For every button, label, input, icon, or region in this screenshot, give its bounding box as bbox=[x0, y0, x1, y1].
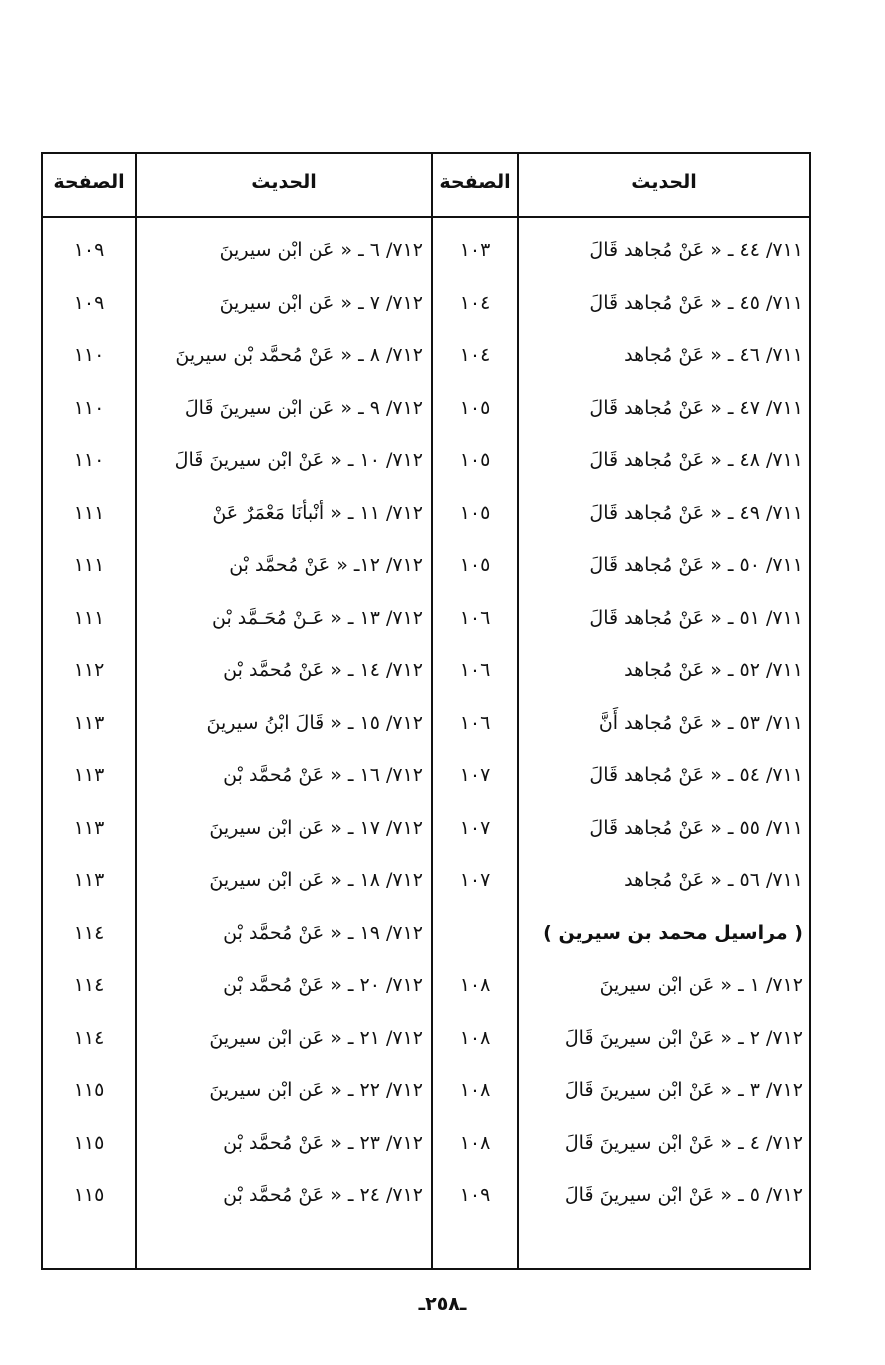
page-number-right bbox=[433, 907, 517, 959]
hadith-entry-right: ٧١٢/ ٥ ـ « عَنْ ابْن سيرينَ قَالَ bbox=[564, 1184, 803, 1206]
page-number-right: ١٠٥ bbox=[459, 449, 491, 471]
page-number-left: ١٠٩ bbox=[73, 291, 105, 314]
page-number-right: ١٠٨ bbox=[459, 1079, 491, 1101]
header-divider bbox=[43, 216, 809, 218]
table-row bbox=[43, 592, 809, 644]
hadith-entry-right: ٧١٢/ ٤ ـ « عَنْ ابْن سيرينَ قَالَ bbox=[564, 1131, 803, 1154]
page-number-right: ١٠٧ bbox=[459, 764, 491, 786]
page-number-left: ١١٤ bbox=[73, 921, 105, 944]
hadith-entry-right: ٧١١/ ٤٥ ـ « عَنْ مُجاهد قَالَ bbox=[589, 291, 803, 314]
page-number-right: ١٠٦ bbox=[459, 606, 491, 629]
hadith-entry-right: ٧١١/ ٥٣ ـ « عَنْ مُجاهد أَنَّ bbox=[598, 711, 803, 734]
table-row bbox=[43, 1117, 809, 1169]
hadith-entry-left: ٧١٢/ ١٢ـ « عَنْ مُحمَّد بْن bbox=[229, 554, 423, 576]
page-number-left: ١١٠ bbox=[73, 344, 105, 366]
hadith-entry-right: ٧١١/ ٥٥ ـ « عَنْ مُجاهد قَالَ bbox=[589, 816, 803, 839]
page-number-right: ١٠٨ bbox=[459, 974, 491, 996]
hadith-entry-left: ٧١٢/ ١٤ ـ « عَنْ مُحمَّد بْن bbox=[223, 659, 423, 681]
hadith-entry-left: ٧١٢/ ٢٢ ـ « عَن ابْن سيرينَ bbox=[209, 1079, 423, 1101]
hadith-entry-right: ٧١١/ ٤٨ ـ « عَنْ مُجاهد قَالَ bbox=[589, 449, 803, 471]
table-row bbox=[43, 697, 809, 749]
hadith-entry-right: ٧١١/ ٥٤ ـ « عَنْ مُجاهد قَالَ bbox=[589, 764, 803, 786]
hadith-entry-right: ٧١٢/ ١ ـ « عَن ابْن سيرينَ bbox=[599, 974, 803, 996]
hadith-entry-left: ٧١٢/ ١٥ ـ « قَالَ ابْنُ سيرينَ bbox=[206, 711, 423, 734]
hadith-entry-left: ٧١٢/ ٢٣ ـ « عَنْ مُحمَّد بْن bbox=[223, 1131, 423, 1154]
hadith-entry-right: ٧١١/ ٤٧ ـ « عَنْ مُجاهد قَالَ bbox=[589, 396, 803, 419]
hadith-entry-left: ٧١٢/ ٩ ـ « عَن ابْن سيرينَ قَالَ bbox=[184, 396, 423, 419]
page-number-right: ١٠٥ bbox=[459, 396, 491, 419]
page-number-right: ١٠٩ bbox=[459, 1184, 491, 1206]
hadith-entry-right: ٧١١/ ٥٦ ـ « عَنْ مُجاهد bbox=[624, 869, 803, 891]
hadith-entry-left: ٧١٢/ ١٠ ـ « عَنْ ابْن سيرينَ قَالَ bbox=[174, 449, 423, 471]
page-number-left: ١١١ bbox=[73, 606, 105, 629]
page-number-left: ١١٣ bbox=[73, 764, 105, 786]
page-number-right: ١٠٦ bbox=[459, 659, 491, 681]
page-number-right: ١٠٥ bbox=[459, 554, 491, 576]
page-number-left: ١١١ bbox=[73, 554, 105, 576]
hadith-entry-right: ٧١١/ ٤٩ ـ « عَنْ مُجاهد قَالَ bbox=[589, 501, 803, 524]
page-number-left: ١١٣ bbox=[73, 711, 105, 734]
page-number-left: ١١٢ bbox=[73, 659, 105, 681]
table-row bbox=[43, 329, 809, 381]
table-row bbox=[43, 382, 809, 434]
table-row bbox=[43, 1064, 809, 1116]
table-row bbox=[43, 907, 809, 959]
header-page-right: الصفحة bbox=[439, 171, 511, 193]
table-row bbox=[43, 277, 809, 329]
page-number-right: ١٠٧ bbox=[459, 869, 491, 891]
hadith-entry-left: ٧١٢/ ١٨ ـ « عَن ابْن سيرينَ bbox=[209, 869, 423, 891]
page-number-left: ١٠٩ bbox=[73, 239, 105, 261]
table-row bbox=[43, 224, 809, 276]
hadith-entry-left: ٧١٢/ ١٣ ـ « عَـنْ مُحَـمَّد بْن bbox=[212, 606, 423, 629]
table-row bbox=[43, 749, 809, 801]
header-hadith-left: الحديث bbox=[251, 171, 317, 193]
header-page-left: الصفحة bbox=[53, 171, 125, 193]
hadith-entry-right: ٧١١/ ٤٦ ـ « عَنْ مُجاهد bbox=[624, 344, 803, 366]
index-table bbox=[41, 152, 811, 1270]
table-row bbox=[43, 434, 809, 486]
page-number-right: ١٠٣ bbox=[459, 239, 491, 261]
table-row bbox=[43, 802, 809, 854]
hadith-entry-left: ٧١٢/ ٢١ ـ « عَن ابْن سيرينَ bbox=[209, 1026, 423, 1049]
page-number-right: ١٠٥ bbox=[459, 501, 491, 524]
hadith-entry-left: ٧١٢/ ١١ ـ « أنْبأنَا مَعْمَرٌ عَنْ bbox=[212, 501, 423, 524]
page-number-right: ١٠٨ bbox=[459, 1131, 491, 1154]
hadith-entry-left: ٧١٢/ ٧ ـ « عَن ابْن سيرينَ bbox=[219, 291, 423, 314]
table-row bbox=[43, 1012, 809, 1064]
hadith-entry-right: ٧١١/ ٥١ ـ « عَنْ مُجاهد قَالَ bbox=[589, 606, 803, 629]
hadith-entry-left: ٧١٢/ ١٩ ـ « عَنْ مُحمَّد بْن bbox=[223, 921, 423, 944]
hadith-entry-left: ٧١٢/ ١٧ ـ « عَن ابْن سيرينَ bbox=[209, 816, 423, 839]
hadith-entry-left: ٧١٢/ ٢٠ ـ « عَنْ مُحمَّد بْن bbox=[223, 974, 423, 996]
page-number-right: ١٠٦ bbox=[459, 711, 491, 734]
page-number-right: ١٠٤ bbox=[459, 344, 491, 366]
page-number-right: ١٠٨ bbox=[459, 1026, 491, 1049]
page-number-left: ١١٥ bbox=[73, 1184, 105, 1206]
page-number: ـ٢٥٨ـ bbox=[418, 1293, 467, 1315]
header-hadith-right: الحديث bbox=[631, 171, 697, 193]
page-number-right: ١٠٧ bbox=[459, 816, 491, 839]
page-number-left: ١١١ bbox=[73, 501, 105, 524]
hadith-entry-left: ٧١٢/ ٨ ـ « عَنْ مُحمَّد بْن سيرينَ bbox=[175, 344, 423, 366]
page-number-right: ١٠٤ bbox=[459, 291, 491, 314]
hadith-entry-left: ٧١٢/ ٦ ـ « عَن ابْن سيرينَ bbox=[219, 239, 423, 261]
table-row bbox=[43, 644, 809, 696]
hadith-entry-right: ٧١١/ ٥٠ ـ « عَنْ مُجاهد قَالَ bbox=[589, 554, 803, 576]
table-row bbox=[43, 959, 809, 1011]
section-heading: ( مراسيل محمد بن سيرين ) bbox=[543, 921, 803, 944]
page-number-left: ١١٤ bbox=[73, 1026, 105, 1049]
hadith-entry-right: ٧١٢/ ٣ ـ « عَنْ ابْن سيرينَ قَالَ bbox=[564, 1079, 803, 1101]
table-row bbox=[43, 854, 809, 906]
table-row bbox=[43, 539, 809, 591]
hadith-entry-left: ٧١٢/ ١٦ ـ « عَنْ مُحمَّد بْن bbox=[223, 764, 423, 786]
page-number-left: ١١٥ bbox=[73, 1079, 105, 1101]
page-number-left: ١١٣ bbox=[73, 816, 105, 839]
page-number-left: ١١٣ bbox=[73, 869, 105, 891]
table-row bbox=[43, 487, 809, 539]
hadith-entry-right: ٧١١/ ٥٢ ـ « عَنْ مُجاهد bbox=[624, 659, 803, 681]
hadith-entry-left: ٧١٢/ ٢٤ ـ « عَنْ مُحمَّد بْن bbox=[223, 1184, 423, 1206]
hadith-entry-right: ٧١١/ ٤٤ ـ « عَنْ مُجاهد قَالَ bbox=[589, 239, 803, 261]
page-number-left: ١١٠ bbox=[73, 449, 105, 471]
page-number-left: ١١٤ bbox=[73, 974, 105, 996]
page-number-left: ١١٠ bbox=[73, 396, 105, 419]
page-number-left: ١١٥ bbox=[73, 1131, 105, 1154]
table-row bbox=[43, 1169, 809, 1221]
hadith-entry-right: ٧١٢/ ٢ ـ « عَنْ ابْن سيرينَ قَالَ bbox=[564, 1026, 803, 1049]
